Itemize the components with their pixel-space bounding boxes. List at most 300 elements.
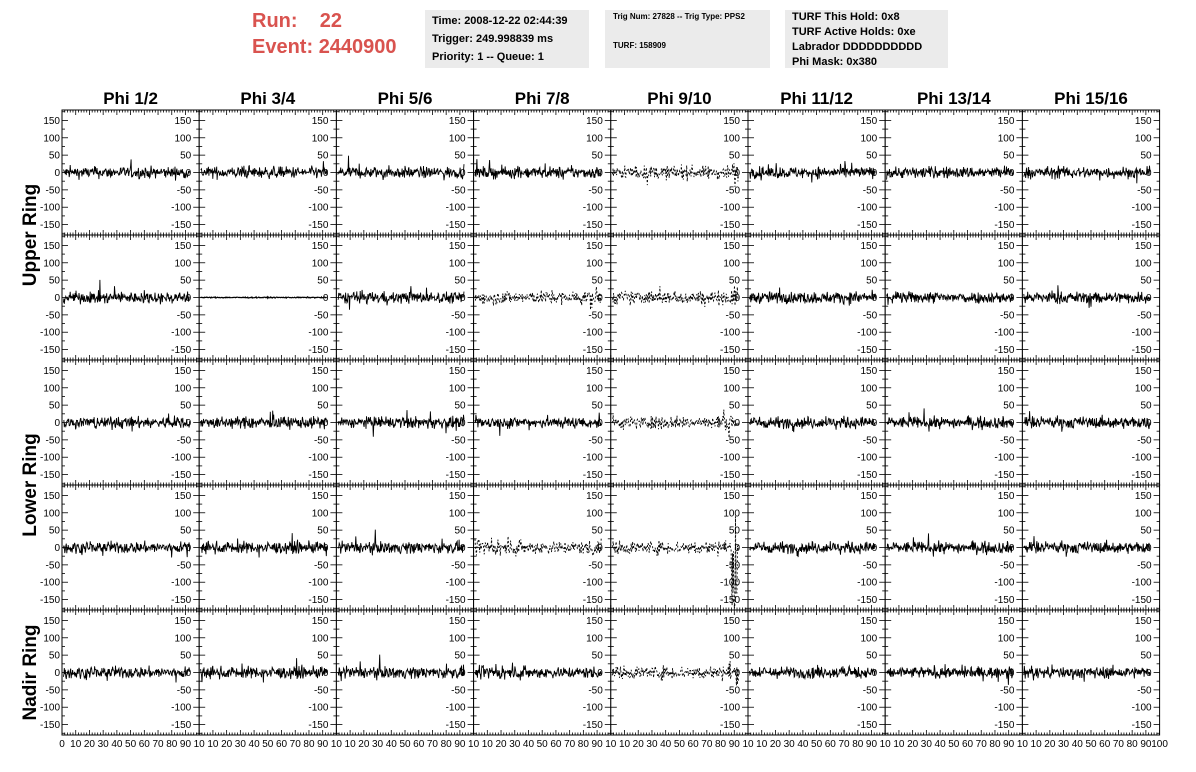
y-tick-label-left: 100: [43, 383, 60, 395]
y-tick-label: -150: [994, 220, 1015, 232]
y-tick-label-left: 150: [43, 240, 60, 252]
y-tick-label: 100: [586, 133, 603, 145]
y-tick-label: -150: [308, 595, 329, 607]
y-tick-label: 50: [317, 275, 329, 287]
waveform-panel: [474, 110, 611, 235]
y-tick-label: -50: [862, 435, 878, 447]
row-label: Nadir Ring: [20, 624, 41, 721]
y-tick-label: 0: [460, 543, 466, 554]
y-tick-label: 50: [317, 650, 329, 662]
waveform-panel: [199, 110, 336, 235]
y-tick-label: 0: [597, 293, 603, 304]
y-tick-label: -50: [1137, 310, 1152, 322]
y-tick-label: 50: [317, 150, 329, 162]
phi-mask-text: Phi Mask: 0x380: [792, 56, 877, 68]
waveform-panel: [885, 110, 1022, 235]
y-tick-label: -50: [1137, 435, 1152, 447]
y-tick-label: 50: [728, 275, 740, 287]
y-tick-label: 0: [1008, 543, 1015, 554]
y-tick-label: 0: [1146, 168, 1152, 179]
y-tick-label: -150: [719, 220, 740, 232]
x-tick-label: 10: [70, 739, 82, 750]
y-tick-label: 0: [322, 668, 329, 679]
x-tick-label: 70: [289, 739, 301, 750]
y-tick-label: 150: [997, 115, 1015, 127]
y-tick-label: -150: [445, 345, 466, 357]
y-tick-label: 50: [454, 400, 466, 412]
y-tick-label: 150: [723, 115, 740, 127]
y-tick-label: -150: [857, 470, 878, 482]
y-tick-label: -100: [445, 577, 466, 589]
waveform-panel: [748, 235, 885, 360]
y-tick-label: 50: [454, 525, 466, 537]
y-tick-label: 150: [174, 615, 192, 627]
y-tick-label: 100: [723, 508, 740, 520]
y-tick-label: -150: [994, 595, 1015, 607]
y-tick-label: 100: [723, 258, 740, 270]
y-tick-label: 100: [723, 383, 740, 395]
y-tick-label-left: 0: [54, 543, 60, 554]
row-label: Lower Ring: [20, 433, 41, 537]
y-tick-label: -100: [582, 327, 603, 339]
y-tick-label: 50: [180, 275, 192, 287]
y-tick-label: 50: [1003, 275, 1015, 287]
waveform-panel: [199, 610, 342, 750]
y-tick-label: 50: [1140, 275, 1152, 287]
y-tick-label: 100: [448, 133, 466, 145]
y-tick-label: 0: [597, 168, 603, 179]
column-header: Phi 5/6: [377, 89, 433, 108]
y-tick-label: -50: [451, 185, 466, 197]
y-tick-label: 50: [591, 400, 603, 412]
y-tick-label: -100: [994, 327, 1015, 339]
y-tick-label-left: -150: [39, 595, 60, 607]
y-tick-label: 0: [322, 293, 329, 304]
y-tick-label: -100: [719, 327, 740, 339]
y-tick-label: 150: [997, 490, 1015, 502]
y-tick-label: 50: [866, 150, 878, 162]
y-tick-label: 100: [1134, 383, 1152, 395]
y-tick-label: -100: [719, 452, 740, 464]
y-tick-label: 150: [311, 115, 329, 127]
y-tick-label: 50: [866, 400, 878, 412]
y-tick-label: -50: [176, 435, 192, 447]
waveform-panel: [40, 360, 199, 485]
y-tick-label: 100: [1134, 508, 1152, 520]
y-tick-label: -100: [445, 202, 466, 214]
y-tick-label: -150: [308, 720, 329, 732]
y-tick-label: 0: [1008, 168, 1015, 179]
y-tick-label: -150: [445, 595, 466, 607]
y-tick-label: -100: [171, 327, 192, 339]
labrador-text: Labrador DDDDDDDDDD: [792, 41, 923, 53]
y-tick-label: -100: [171, 202, 192, 214]
y-tick-label: 50: [180, 150, 192, 162]
y-tick-label-left: 50: [48, 650, 60, 662]
y-tick-label: 0: [185, 543, 192, 554]
y-tick-label-left: -50: [45, 560, 60, 572]
run-value: 22: [319, 10, 343, 32]
y-tick-label: -100: [1131, 452, 1152, 464]
y-tick-label: -50: [725, 560, 740, 572]
y-tick-label: -150: [445, 470, 466, 482]
y-tick-label: 150: [860, 240, 878, 252]
y-tick-label: -100: [857, 327, 878, 339]
y-tick-label: -100: [582, 452, 603, 464]
x-tick-label: 50: [262, 739, 274, 750]
panel-frame: [474, 235, 611, 360]
y-tick-label-left: 0: [54, 668, 60, 679]
waveform-panel: [1022, 485, 1159, 610]
y-tick-label-left: 100: [43, 508, 60, 520]
y-tick-label: 150: [311, 490, 329, 502]
y-tick-label: 100: [311, 383, 329, 395]
y-tick-label: 0: [322, 543, 329, 554]
y-tick-label: 100: [723, 133, 740, 145]
y-tick-label: 0: [871, 293, 878, 304]
y-tick-label: 150: [723, 240, 740, 252]
y-tick-label: -150: [857, 345, 878, 357]
x-tick-label: 90: [317, 739, 329, 750]
y-tick-label: 50: [1003, 150, 1015, 162]
y-tick-label: 150: [586, 490, 603, 502]
y-tick-label: 150: [860, 490, 878, 502]
y-tick-label: 0: [871, 168, 878, 179]
x-tick-label: 40: [248, 739, 260, 750]
y-tick-label: 100: [997, 508, 1015, 520]
y-tick-label: 150: [860, 115, 878, 127]
y-tick-label: 150: [174, 490, 192, 502]
y-tick-label: 100: [1134, 258, 1152, 270]
y-tick-label: 150: [997, 240, 1015, 252]
x-tick-label: 20: [221, 739, 233, 750]
y-tick-label: -100: [857, 577, 878, 589]
waveform-panel: [885, 360, 1022, 485]
y-tick-label: -150: [308, 345, 329, 357]
y-tick-label: 50: [180, 650, 192, 662]
turf-num-text: TURF: 158909: [613, 41, 666, 50]
y-tick-label: -150: [582, 595, 603, 607]
y-tick-label: -150: [1131, 470, 1152, 482]
y-tick-label: -50: [313, 310, 329, 322]
y-tick-label: -150: [171, 470, 192, 482]
y-tick-label: -150: [171, 345, 192, 357]
y-tick-label: -50: [451, 560, 466, 572]
y-tick-label: 50: [1140, 150, 1152, 162]
y-tick-label-left: 0: [54, 168, 60, 179]
y-tick-label: 100: [860, 258, 878, 270]
waveform-panel: [474, 485, 611, 610]
y-tick-label: 0: [1146, 418, 1152, 429]
waveform-panel: [1022, 235, 1159, 360]
x-tick-label: 10: [207, 739, 219, 750]
y-tick-label: -50: [999, 185, 1015, 197]
y-tick-label: 0: [871, 418, 878, 429]
waveform-panel: [40, 610, 205, 750]
y-tick-label-left: 150: [43, 365, 60, 377]
x-tick-label: 60: [275, 739, 288, 750]
y-tick-label: 0: [871, 543, 878, 554]
y-tick-label-left: 100: [43, 633, 60, 645]
column-header: Phi 3/4: [240, 89, 296, 108]
y-tick-label: -150: [171, 220, 192, 232]
y-tick-label: 150: [723, 490, 740, 502]
y-tick-label: -50: [176, 310, 192, 322]
x-tick-label: 70: [152, 739, 164, 750]
y-tick-label: -150: [171, 595, 192, 607]
y-tick-label: 150: [174, 115, 192, 127]
y-tick-label: 150: [448, 365, 466, 377]
y-tick-label: -100: [857, 202, 878, 214]
y-tick-label: 50: [317, 525, 329, 537]
y-tick-label: 50: [728, 400, 740, 412]
y-tick-label: 0: [734, 418, 740, 429]
y-tick-label: 150: [1134, 365, 1152, 377]
y-tick-label: -100: [994, 202, 1015, 214]
y-tick-label: -50: [176, 560, 192, 572]
y-tick-label: -100: [171, 452, 192, 464]
turf-active-text: TURF Active Holds: 0xe: [792, 26, 916, 38]
y-tick-label: -100: [1131, 327, 1152, 339]
y-tick-label: -50: [176, 185, 192, 197]
y-tick-label: 150: [586, 115, 603, 127]
y-tick-label: -150: [1131, 220, 1152, 232]
y-tick-label: 0: [597, 543, 603, 554]
y-tick-label: 50: [866, 275, 878, 287]
y-tick-label: 0: [1146, 293, 1152, 304]
y-tick-label: -50: [588, 185, 603, 197]
y-tick-label-left: -100: [39, 452, 60, 464]
y-tick-label: 100: [586, 258, 603, 270]
y-tick-label: 150: [586, 240, 603, 252]
y-tick-label: -50: [862, 310, 878, 322]
y-tick-label-left: 0: [54, 293, 60, 304]
y-tick-label: -100: [308, 702, 329, 714]
y-tick-label: 100: [860, 508, 878, 520]
y-tick-label: 50: [591, 275, 603, 287]
y-tick-label: 100: [997, 258, 1015, 270]
waveform-panel: [474, 235, 611, 360]
x-tick-label: 20: [83, 739, 96, 750]
waveform-panel: [199, 485, 336, 610]
y-tick-label-left: 50: [48, 150, 60, 162]
y-tick-label: 150: [448, 115, 466, 127]
x-tick-label: 10: [330, 739, 342, 750]
y-tick-label: 0: [1146, 543, 1152, 554]
y-tick-label: -100: [719, 202, 740, 214]
y-tick-label: -150: [1131, 595, 1152, 607]
y-tick-label-left: -100: [39, 327, 60, 339]
column-header: Phi 15/16: [1054, 89, 1128, 108]
x-tick-label: 40: [111, 739, 123, 750]
y-tick-label: -150: [582, 220, 603, 232]
waveform-panel: [1022, 110, 1159, 235]
y-tick-label: 150: [1134, 240, 1152, 252]
y-tick-label: -150: [308, 220, 329, 232]
waveform-panel: [748, 360, 885, 485]
y-tick-label: 50: [454, 150, 466, 162]
row-label: Upper Ring: [20, 183, 41, 287]
y-tick-label: -100: [308, 202, 329, 214]
event-label: Event:: [252, 36, 314, 58]
panel-frame: [748, 235, 885, 360]
waveform-panel: [336, 485, 473, 610]
y-tick-label-left: -50: [45, 685, 60, 697]
panel-frame: [611, 110, 748, 235]
panel-frame: [611, 360, 748, 485]
y-tick-label-left: -100: [39, 577, 60, 589]
y-tick-label: 50: [1140, 525, 1152, 537]
y-tick-label: 150: [1134, 490, 1152, 502]
waveform-panel: [40, 485, 199, 610]
y-tick-label: -50: [313, 685, 329, 697]
waveform-panel: [885, 235, 1022, 360]
y-tick-label: 0: [734, 293, 740, 304]
panel-frame: [199, 110, 336, 235]
x-tick-label: 10: [193, 739, 205, 750]
y-tick-label: -150: [857, 220, 878, 232]
y-tick-label-left: -50: [45, 435, 60, 447]
y-tick-label: 100: [311, 508, 329, 520]
y-tick-label: -50: [725, 185, 740, 197]
y-tick-label: -150: [1131, 345, 1152, 357]
waveform-panel: [748, 485, 885, 610]
x-tick-label: 80: [303, 739, 315, 750]
y-tick-label: -150: [719, 595, 740, 607]
y-tick-label: 50: [591, 150, 603, 162]
y-tick-label: 50: [1140, 400, 1152, 412]
y-tick-label: 150: [448, 490, 466, 502]
y-tick-label: -50: [313, 185, 329, 197]
waveform-panel: [611, 485, 748, 610]
y-tick-label: -150: [582, 470, 603, 482]
y-tick-label: 150: [311, 365, 329, 377]
y-tick-label: 50: [728, 150, 740, 162]
y-tick-label-left: -150: [39, 220, 60, 232]
y-tick-label: 50: [317, 400, 329, 412]
y-tick-label-left: -150: [39, 720, 60, 732]
x-tick-label: 90: [179, 739, 192, 750]
y-tick-label: -50: [725, 310, 740, 322]
column-header: Phi 13/14: [916, 89, 991, 108]
y-tick-label: -150: [857, 595, 878, 607]
time-text: Time: 2008-12-22 02:44:39: [432, 15, 568, 27]
y-tick-label: -100: [445, 327, 466, 339]
waveform-panel: [611, 235, 748, 360]
column-header: Phi 1/2: [103, 89, 159, 108]
y-tick-label: -100: [857, 452, 878, 464]
y-tick-label: 100: [174, 633, 192, 645]
column-header: Phi 9/10: [647, 89, 712, 108]
y-tick-label-left: 50: [48, 525, 60, 537]
y-tick-label: 0: [460, 168, 466, 179]
waveform-panel: [611, 360, 748, 485]
y-tick-label: 150: [174, 365, 192, 377]
y-tick-label: 50: [866, 525, 878, 537]
y-tick-label: 100: [174, 508, 192, 520]
y-tick-label-left: 50: [48, 275, 60, 287]
y-tick-label: -150: [994, 470, 1015, 482]
y-tick-label: -50: [451, 435, 466, 447]
waveform-panel: [40, 235, 199, 360]
y-tick-label: 0: [322, 418, 329, 429]
y-tick-label: -50: [313, 435, 329, 447]
y-tick-label: 100: [448, 383, 466, 395]
y-tick-label: 150: [997, 365, 1015, 377]
y-tick-label: -50: [999, 560, 1015, 572]
y-tick-label: -100: [994, 577, 1015, 589]
y-tick-label: 100: [448, 258, 466, 270]
y-tick-label: -150: [171, 720, 192, 732]
y-tick-label: -50: [313, 560, 329, 572]
y-tick-label: 150: [1134, 115, 1152, 127]
y-tick-label: 100: [997, 383, 1015, 395]
y-tick-label: -100: [308, 577, 329, 589]
y-tick-label-left: -150: [39, 345, 60, 357]
y-tick-label: 50: [180, 400, 192, 412]
y-tick-label-left: 150: [43, 490, 60, 502]
y-tick-label: 50: [1003, 525, 1015, 537]
y-tick-label: -100: [171, 577, 192, 589]
y-tick-label: -50: [588, 560, 603, 572]
y-tick-label: 150: [174, 240, 192, 252]
y-tick-label-left: -50: [45, 185, 60, 197]
waveform-panel: [336, 360, 473, 485]
y-tick-label: -50: [725, 435, 740, 447]
y-tick-label: 100: [997, 133, 1015, 145]
y-tick-label-left: -150: [39, 470, 60, 482]
y-tick-label: -100: [1131, 202, 1152, 214]
turf-hold-text: TURF This Hold: 0x8: [792, 11, 900, 23]
waveform-panel: [336, 110, 473, 235]
y-tick-label: 100: [311, 633, 329, 645]
y-tick-label: 150: [311, 240, 329, 252]
x-tick-label: 0: [59, 739, 65, 750]
y-tick-label: 0: [322, 168, 329, 179]
y-tick-label: -100: [1131, 577, 1152, 589]
y-tick-label: -50: [1137, 185, 1152, 197]
event-value: 2440900: [318, 36, 397, 58]
y-tick-label: -150: [994, 345, 1015, 357]
y-tick-label-left: -50: [45, 310, 60, 322]
y-tick-label-left: 0: [54, 418, 60, 429]
y-tick-label: -50: [451, 310, 466, 322]
y-tick-label-left: 150: [43, 615, 60, 627]
y-tick-label: -100: [719, 577, 740, 589]
waveform-panel: [336, 235, 473, 360]
y-tick-label: 150: [723, 365, 740, 377]
y-tick-label: -100: [171, 702, 192, 714]
y-tick-label: 50: [591, 525, 603, 537]
waveform-panel: [40, 110, 199, 235]
x-tick-label: 80: [166, 739, 178, 750]
y-tick-label: -100: [308, 452, 329, 464]
y-tick-label: 100: [174, 133, 192, 145]
y-tick-label: 100: [174, 258, 192, 270]
y-tick-label-left: 100: [43, 258, 60, 270]
y-tick-label: 50: [180, 525, 192, 537]
y-tick-label: 100: [311, 258, 329, 270]
y-tick-label: 150: [311, 615, 329, 627]
y-tick-label: -50: [588, 435, 603, 447]
y-tick-label: 50: [1003, 400, 1015, 412]
y-tick-label: 150: [586, 365, 603, 377]
column-header: Phi 7/8: [514, 89, 570, 108]
y-tick-label: 150: [860, 365, 878, 377]
y-tick-label: 0: [185, 668, 192, 679]
waveform-panel: [199, 235, 336, 360]
y-tick-label: -50: [999, 435, 1015, 447]
